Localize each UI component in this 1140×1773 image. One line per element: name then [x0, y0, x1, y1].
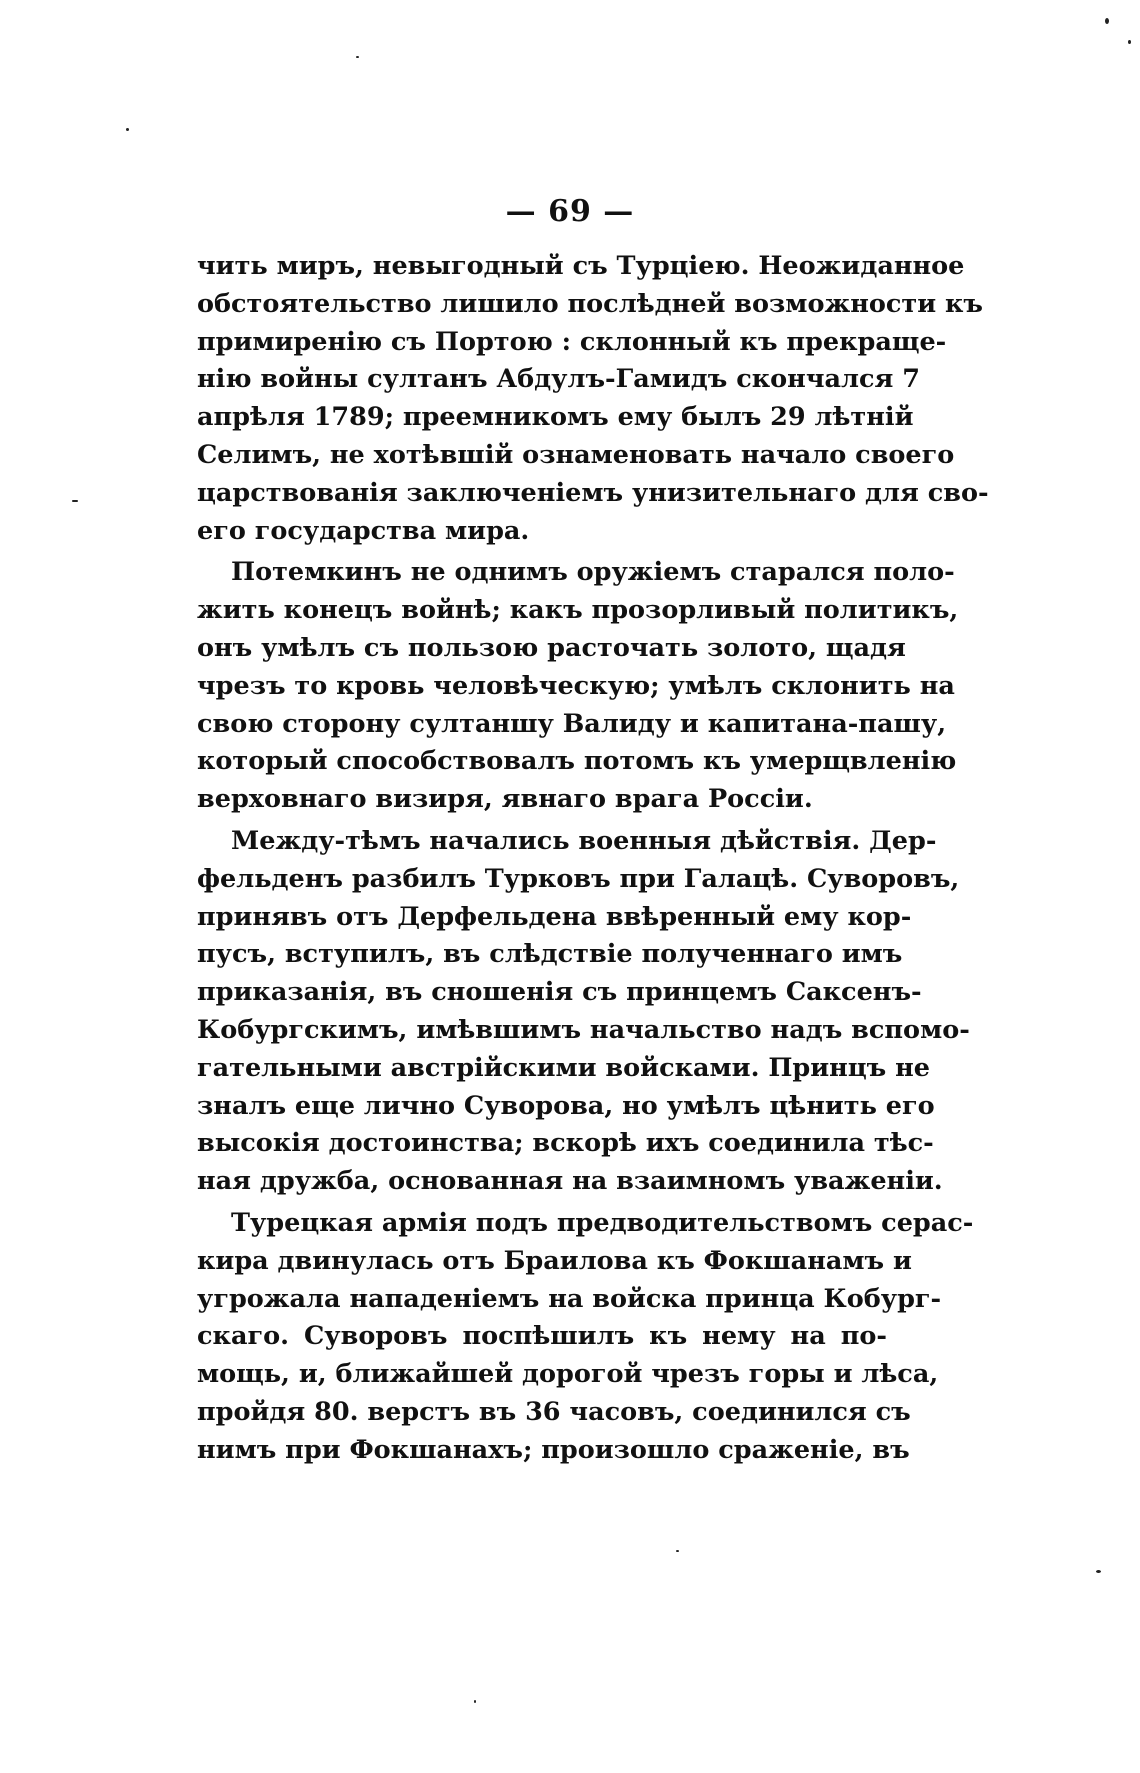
- text-line: жить конецъ войнѣ; какъ прозорливый политикъ,: [197, 595, 959, 626]
- text-line: угрожала нападеніемъ на войска принца Кобург-: [197, 1283, 942, 1314]
- scan-speck: [474, 1700, 476, 1703]
- paragraph-1: [197, 248, 989, 550]
- scan-speck: [1128, 40, 1131, 44]
- text-line: кира двинулась отъ Браилова къ Фокшанамъ и: [197, 1245, 912, 1276]
- text-line: верховнаго визиря, явнаго врага Россіи.: [197, 784, 813, 815]
- text-line: обстоятельство лишило послѣдней возможности къ: [197, 288, 983, 319]
- text-line: приказанія, въ сношенія съ принцемъ Саксенъ-: [197, 977, 922, 1008]
- paragraph-3: [197, 823, 970, 1201]
- text-line: зналъ еще лично Суворова, но умѣлъ цѣнить его: [197, 1090, 935, 1121]
- text-line: пусъ, вступилъ, въ слѣдствіе полученнаго имъ: [197, 939, 903, 970]
- text-line: Кобургскимъ, имѣвшимъ начальство надъ вспомо-: [197, 1014, 970, 1045]
- scan-speck: [676, 1550, 679, 1552]
- scan-speck: [356, 56, 359, 58]
- paragraph-2: [197, 554, 959, 819]
- text-line: фельденъ разбилъ Турковъ при Галацѣ. Суворовъ,: [197, 863, 960, 894]
- text-line: принявъ отъ Дерфельдена ввѣренный ему кор-: [197, 901, 912, 932]
- text-line: гательными австрійскими войсками. Принцъ не: [197, 1052, 931, 1083]
- text-line: Между-тѣмъ начались военныя дѣйствія. Дер-: [231, 825, 937, 856]
- text-line: нимъ при Фокшанахъ; произошло сраженіе, въ: [197, 1434, 910, 1465]
- text-line: чрезъ то кровь человѣческую; умѣлъ склонить на: [197, 670, 955, 701]
- text-line: ная дружба, основанная на взаимномъ уваженіи.: [197, 1166, 943, 1197]
- scan-speck: [72, 500, 78, 502]
- scan-speck: [1105, 18, 1109, 24]
- text-line: апрѣля 1789; преемникомъ ему былъ 29 лѣтній: [197, 402, 914, 433]
- text-line: примиренію съ Портою : склонный къ прекраще-: [197, 326, 947, 357]
- text-line: скаго. Суворовъ поспѣшилъ къ нему на по-: [197, 1321, 887, 1352]
- text-line: высокія достоинства; вскорѣ ихъ соединила тѣс-: [197, 1128, 934, 1159]
- text-line: мощь, и, ближайшей дорогой чрезъ горы и лѣса,: [197, 1359, 939, 1390]
- text-line: онъ умѣлъ съ пользою расточать золото, щадя: [197, 632, 906, 663]
- scan-speck: [126, 128, 129, 131]
- text-line: Селимъ, не хотѣвшій ознаменовать начало своего: [197, 439, 955, 470]
- text-line: его государства мира.: [197, 515, 530, 546]
- text-line: Турецкая армія подъ предводительствомъ сераc-: [231, 1207, 974, 1238]
- scan-speck: [1096, 1570, 1101, 1573]
- body-text: [197, 248, 989, 1474]
- text-line: царствованія заключеніемъ унизительнаго для сво-: [197, 477, 989, 508]
- text-line: Потемкинъ не однимъ оружіемъ старался поло-: [231, 557, 955, 588]
- text-line: нію войны султанъ Абдулъ-Гамидъ скончался 7: [197, 364, 920, 395]
- text-line: пройдя 80. верстъ въ 36 часовъ, соединился съ: [197, 1396, 911, 1427]
- text-line: который способствовалъ потомъ къ умерщвленію: [197, 746, 957, 777]
- page-number: — 69 —: [505, 194, 635, 229]
- paragraph-4: [197, 1205, 974, 1470]
- text-line: свою сторону султаншу Валиду и капитана-пашу,: [197, 708, 947, 739]
- text-line: чить миръ, невыгодный съ Турціею. Неожиданное: [197, 251, 965, 281]
